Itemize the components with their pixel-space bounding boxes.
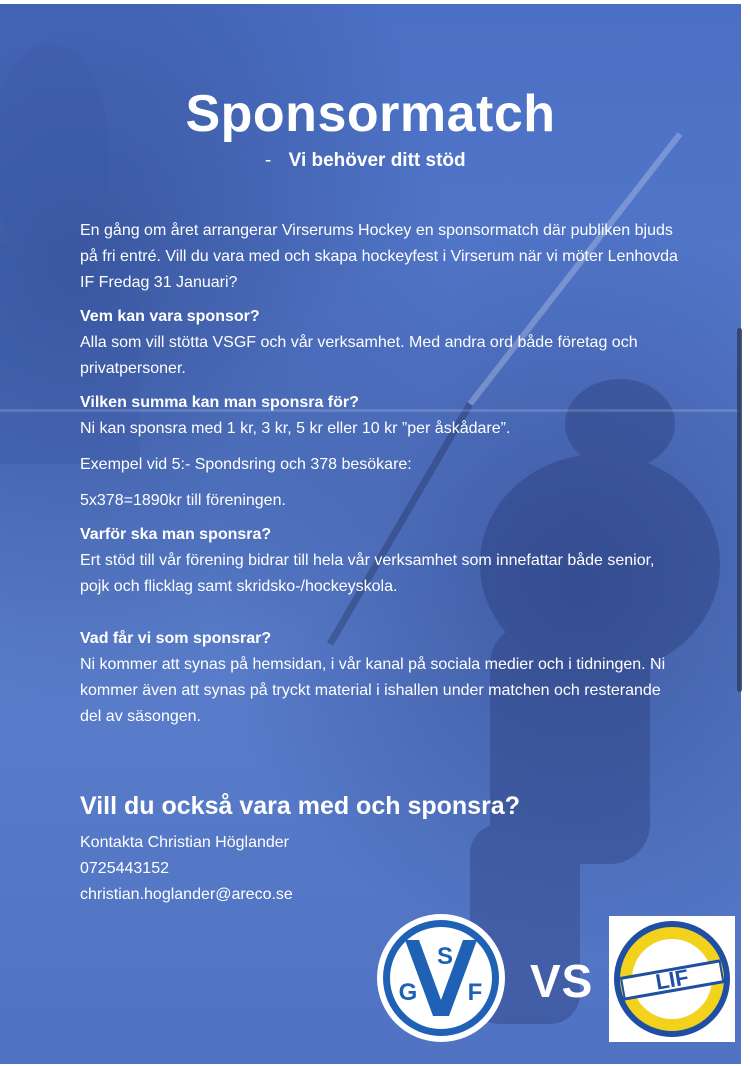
section-why-sponsor	[80, 522, 680, 600]
body-content	[80, 218, 680, 738]
section-sponsor-amount	[80, 390, 680, 442]
section-heading: Varför ska man sponsra?	[80, 526, 272, 543]
section-heading: Vad får vi som sponsrar?	[80, 630, 272, 647]
lif-letters: LIF	[653, 964, 691, 995]
intro-paragraph: En gång om året arrangerar Virserums Hockey en sponsormatch där publiken bjuds på fri entré. Vill du vara med och skapa hockeyfest i Virserum när vi möter Lenhovda IF Fredag 31 Januari?	[80, 222, 678, 291]
section-sponsor-benefits	[80, 626, 680, 730]
contact-email[interactable]: christian.hoglander@areco.se	[80, 886, 293, 903]
contact-name: Kontakta Christian Höglander	[80, 834, 290, 851]
section-body: Ni kommer att synas på hemsidan, i vår kanal på sociala medier och i tidningen. Ni kommer även att synas på tryckt material i ishallen under matchen och resterande del av säsongen.	[80, 656, 666, 725]
section-sponsor-who	[80, 304, 680, 382]
contact-block	[80, 830, 293, 908]
vsgf-letter-f: F	[467, 979, 483, 1006]
subtitle	[265, 150, 466, 172]
sponsor-poster	[0, 4, 741, 1064]
example-line: Exempel vid 5:- Spondsring och 378 besökare:	[80, 456, 412, 473]
subtitle-dash: -	[265, 150, 272, 171]
subtitle-text: Vi behöver ditt stöd	[288, 150, 466, 171]
section-body: Alla som vill stötta VSGF och vår verksamhet. Med andra ord både företag och privatpersoner.	[80, 334, 638, 377]
section-body: Ni kan sponsra med 1 kr, 3 kr, 5 kr eller 10 kr ”per åskådare”.	[80, 420, 511, 437]
scrollbar[interactable]	[737, 328, 742, 692]
section-body: Ert stöd till vår förening bidrar till hela vår verksamhet som innefattar både senior, pojk och flicklag samt skridsko-/hockeyskola.	[80, 552, 655, 595]
contact-phone[interactable]: 0725443152	[80, 860, 169, 877]
vsgf-logo	[375, 912, 507, 1044]
call-to-action: Vill du också vara med och sponsra?	[80, 792, 520, 820]
lif-logo	[609, 916, 735, 1042]
example-result: 5x378=1890kr till föreningen.	[80, 492, 286, 509]
versus-label: VS	[530, 955, 594, 1007]
section-heading: Vilken summa kan man sponsra för?	[80, 394, 359, 411]
page-title: Sponsormatch	[185, 85, 556, 143]
section-heading: Vem kan vara sponsor?	[80, 308, 260, 325]
vsgf-letter-s: S	[436, 943, 454, 970]
vsgf-letter-g: G	[398, 979, 418, 1006]
spacer	[80, 608, 680, 626]
